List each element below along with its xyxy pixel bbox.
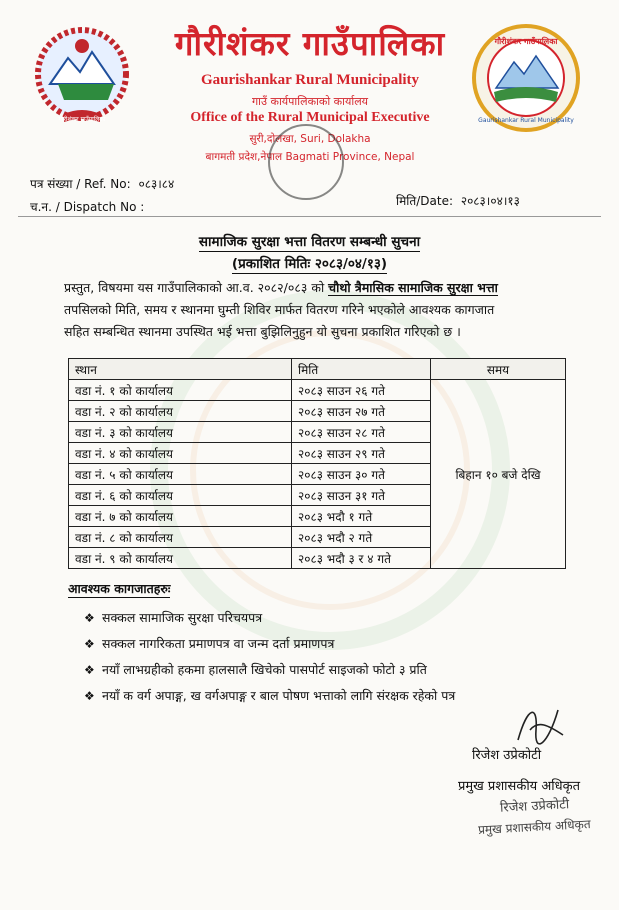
signature-icon <box>508 700 568 750</box>
cell-place: वडा नं. ७ को कार्यालय <box>69 506 292 527</box>
diamond-bullet-icon: ❖ <box>84 663 95 677</box>
diamond-bullet-icon: ❖ <box>84 637 95 651</box>
paragraph-line-1: प्रस्तुत, विषयमा यस गाउँपालिकाको आ.व. २०८२/०८३ को चौथो त्रैमासिक सामाजिक सुरक्षा भत्ता <box>64 280 498 295</box>
address-line-1: सुरी,दोलखा, Suri, Dolakha <box>249 133 371 145</box>
paragraph-line-3: सहित सम्बन्धित स्थानमा उपस्थित भई भत्ता बुझिलिनुहुन यो सुचना प्रकाशित गरिएको छ । <box>64 324 461 339</box>
cell-date: २०८३ भदौ ३ र ४ गते <box>292 548 431 569</box>
list-item: ❖ नयाँ क वर्ग अपाङ्ग, ख वर्गअपाङ्ग र बाल पोषण भत्ताको लागि संरक्षक रहेको पत्र <box>84 683 455 709</box>
municipality-title-np: गौरीशंकर गाउँपालिका <box>174 24 446 63</box>
svg-text:गौरीशंकर गाउँपालिका: गौरीशंकर गाउँपालिका <box>58 116 106 123</box>
cell-date: २०८३ साउन २६ गते <box>292 380 431 401</box>
office-stamp <box>268 124 344 200</box>
highlighted-phrase: चौथो त्रैमासिक सामाजिक सुरक्षा भत्ता <box>328 280 498 295</box>
header-place: स्थान <box>69 359 292 380</box>
ref-number-label: पत्र संख्या / Ref. No: <box>30 177 131 191</box>
issue-date-value: २०८३।०४।१३ <box>460 194 520 208</box>
header-date: मिति <box>292 359 431 380</box>
municipality-logo-icon <box>470 22 582 134</box>
cell-date: २०८३ साउन ३१ गते <box>292 485 431 506</box>
table-header-row <box>69 359 566 380</box>
table-row <box>69 380 566 401</box>
notice-subject: सामाजिक सुरक्षा भत्ता वितरण सम्बन्धी सुचना <box>198 234 421 250</box>
cell-time: बिहान १० बजे देखि <box>431 380 566 569</box>
ref-number-value: ०८३।८४ <box>138 177 175 191</box>
list-item: ❖ सक्कल सामाजिक सुरक्षा परिचयपत्र <box>84 605 455 631</box>
signer-name: रिजेश उप्रेकोटी <box>472 748 542 763</box>
cell-date: २०८३ भदौ १ गते <box>292 506 431 527</box>
cell-place: वडा नं. ४ को कार्यालय <box>69 443 292 464</box>
cell-place: वडा नं. ८ को कार्यालय <box>69 527 292 548</box>
office-name-np: गाउँ कार्यपालिकाको कार्यालय <box>251 95 369 108</box>
cell-place: वडा नं. ६ को कार्यालय <box>69 485 292 506</box>
requirements-list <box>84 605 455 709</box>
nepal-emblem-icon <box>28 22 136 132</box>
cell-date: २०८३ साउन २७ गते <box>292 401 431 422</box>
requirements-heading: आवश्यक कागजातहरुः <box>68 581 171 596</box>
cell-place: वडा नं. १ को कार्यालय <box>69 380 292 401</box>
notice-published-date: (प्रकाशित मितिः २०८३/०४/१३) <box>231 256 388 272</box>
address-line-2: बागमती प्रदेश,नेपाल Bagmati Province, Nepal <box>205 151 415 163</box>
stamp-signer-name: रिजेश उप्रेकोटी <box>499 797 570 816</box>
issue-date-label: मिति/Date: <box>396 194 453 208</box>
distribution-schedule-table <box>68 358 566 569</box>
cell-date: २०८३ साउन २८ गते <box>292 422 431 443</box>
stamp-signer-title: प्रमुख प्रशासकीय अधिकृत <box>477 817 591 837</box>
issue-date <box>396 192 520 209</box>
list-item: ❖ सक्कल नागरिकता प्रमाणपत्र वा जन्म दर्ता प्रमाणपत्र <box>84 631 455 657</box>
svg-text:गौरीशंकर गाउँपालिका: गौरीशंकर गाउँपालिका <box>494 37 558 46</box>
cell-date: २०८३ साउन ३० गते <box>292 464 431 485</box>
cell-place: वडा नं. ५ को कार्यालय <box>69 464 292 485</box>
diamond-bullet-icon: ❖ <box>84 689 95 703</box>
cell-place: वडा नं. ३ को कार्यालय <box>69 422 292 443</box>
cell-place: वडा नं. ९ को कार्यालय <box>69 548 292 569</box>
dispatch-number-label: च.न. / Dispatch No : <box>30 200 145 214</box>
header-divider <box>18 216 601 217</box>
list-item: ❖ नयाँ लाभग्रहीको हकमा हालसालै खिचेको पासपोर्ट साइजको फोटो ३ प्रति <box>84 657 455 683</box>
signer-title: प्रमुख प्रशासकीय अधिकृत <box>458 779 581 794</box>
cell-place: वडा नं. २ को कार्यालय <box>69 401 292 422</box>
diamond-bullet-icon: ❖ <box>84 611 95 625</box>
municipality-title-en: Gaurishankar Rural Municipality <box>200 72 420 88</box>
office-name-en: Office of the Rural Municipal Executive <box>190 110 430 125</box>
cell-date: २०८३ भदौ २ गते <box>292 527 431 548</box>
notice-paragraph <box>64 277 564 343</box>
paragraph-line-2: तपसिलको मिति, समय र स्थानमा घुम्ती शिविर मार्फत वितरण गरिने भएकोले आवश्यक कागजात <box>64 302 495 317</box>
header-time: समय <box>431 359 566 380</box>
dispatch-number <box>30 198 152 215</box>
cell-date: २०८३ साउन २९ गते <box>292 443 431 464</box>
ref-number <box>30 175 174 192</box>
svg-text:Gaurishankar Rural Municipalit: Gaurishankar Rural Municipality <box>478 117 574 124</box>
